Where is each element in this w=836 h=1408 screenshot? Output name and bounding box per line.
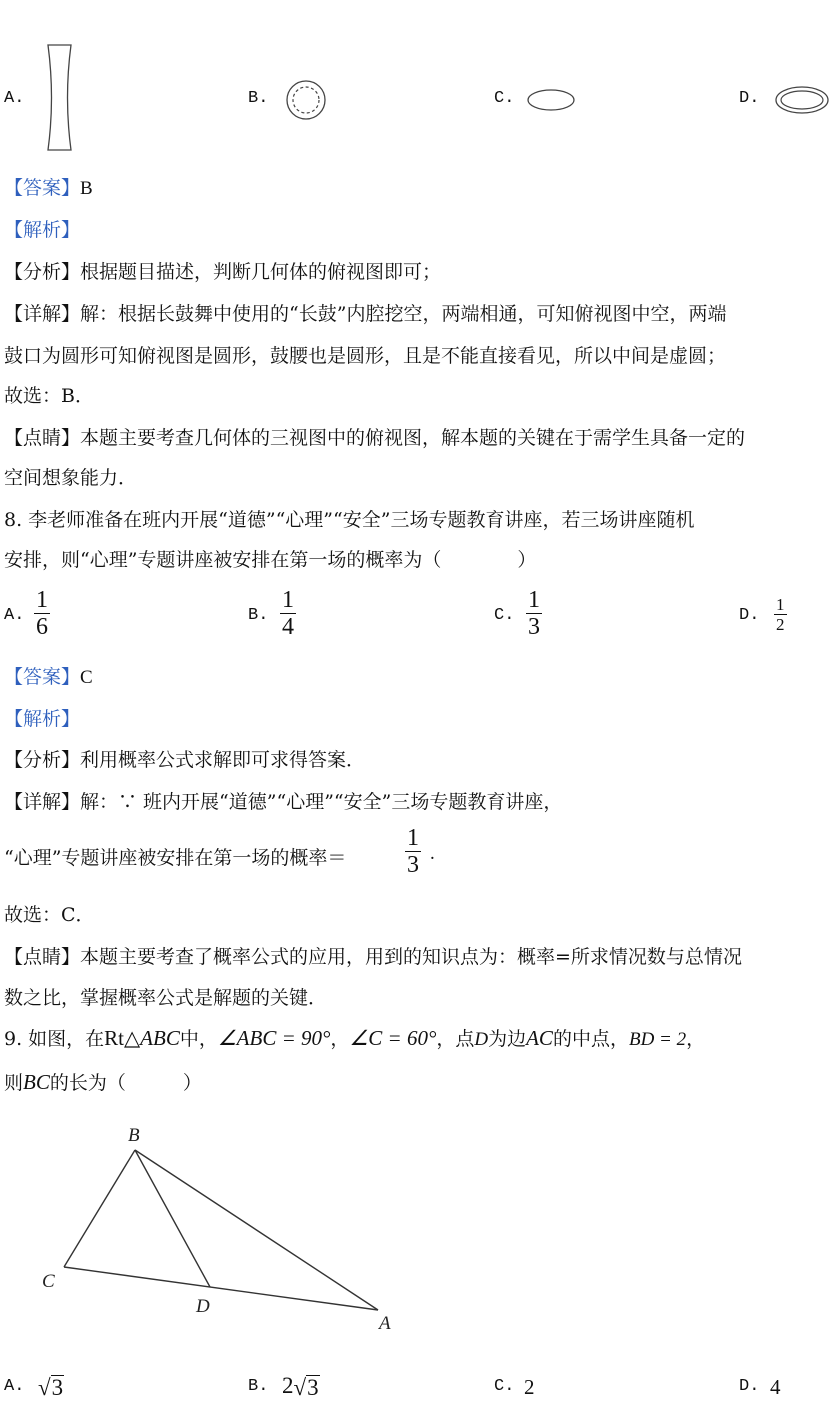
q9-d: D — [474, 1029, 489, 1050]
q8-dianjing-line2: 数之比，掌握概率公式是解题的关键． — [4, 987, 328, 1009]
label-d: D — [196, 1296, 210, 1317]
q8-answer-line — [4, 662, 93, 689]
q8-dianjing-tag: 【点睛】 — [4, 946, 81, 968]
q9-option-c-label: C. — [494, 1377, 515, 1396]
hourglass-drum-icon — [44, 42, 76, 154]
q9-angle-abc: ∠ABC = 90° — [217, 1026, 331, 1050]
q9-option-d-label: D. — [739, 1377, 760, 1396]
q8-option-b-den: 4 — [282, 614, 294, 641]
q8-option-c-label: C. — [494, 606, 515, 625]
q7-answer-tag: 【答案】 — [4, 177, 81, 199]
ellipse-icon — [526, 88, 576, 112]
side-bc — [64, 1150, 135, 1267]
q8-guxuan: 故选：C． — [4, 904, 95, 926]
q8-dianjing-line1 — [4, 942, 742, 969]
q8-stem-line1: 8. 李老师准备在班内开展“道德”“心理”“安全”三场专题教育讲座，若三场讲座随机 — [4, 509, 695, 531]
q7-guxuan: 故选：B． — [4, 385, 94, 407]
q8-option-b-label: B. — [248, 606, 269, 625]
q9-option-b-value — [282, 1372, 320, 1399]
q8-option-d-num: 1 — [776, 595, 785, 614]
q7-answer: B — [80, 178, 93, 199]
q9-rt: Rt△ — [104, 1026, 141, 1050]
q8-result-num: 1 — [407, 825, 419, 851]
q7-fenxi-tag: 【分析】 — [4, 261, 81, 283]
q8-xiangjie-text1: 解：∵ 班内开展“道德”“心理”“安全”三场专题教育讲座， — [80, 791, 563, 813]
sqrt-icon: √ — [38, 1375, 51, 1400]
q8-answer: C — [80, 667, 93, 688]
q8-option-a-den: 6 — [36, 614, 48, 641]
q9-zhong: 中， — [179, 1028, 218, 1050]
side-ca — [64, 1267, 378, 1310]
q7-answer-line — [4, 173, 93, 200]
q9-option-d-value: 4 — [770, 1375, 781, 1399]
q9-option-c-value: 2 — [524, 1375, 535, 1399]
q8-stem-line2: 安排，则“心理”专题讲座被安排在第一场的概率为（ ） — [4, 549, 537, 571]
q8-fenxi-text: 利用概率公式求解即可求得答案． — [80, 749, 366, 771]
side-ba — [135, 1150, 378, 1310]
q7-xiangjie-tag: 【详解】 — [4, 303, 81, 325]
q9-line2-suffix: 的长为（ ） — [49, 1072, 202, 1094]
q9-option-b-coef: 2 — [282, 1373, 294, 1398]
q8-option-c-fraction — [526, 588, 542, 642]
q7-dianjing-line1 — [4, 423, 745, 450]
q7-fenxi-text: 根据题目描述，判断几何体的俯视图即可； — [80, 261, 442, 283]
double-ellipse-icon — [774, 84, 830, 116]
q9-point-prefix: ，点 — [436, 1028, 475, 1050]
q9-option-a-radicand: 3 — [51, 1375, 64, 1400]
q9-option-b-radicand: 3 — [307, 1375, 319, 1400]
q7-option-b-label: B. — [248, 89, 269, 108]
q8-option-b-num: 1 — [282, 587, 294, 613]
q8-option-b-fraction — [280, 588, 296, 642]
q7-dianjing-line2: 空间想象能力． — [4, 467, 138, 489]
q8-option-c-num: 1 — [528, 587, 540, 613]
q8-option-a-num: 1 — [36, 587, 48, 613]
sqrt-icon: √ — [293, 1375, 307, 1400]
q8-option-d-label: D. — [739, 606, 760, 625]
q8-result-period: . — [430, 843, 435, 864]
segment-bd — [135, 1150, 210, 1287]
q9-wei-bian: 为边 — [488, 1028, 527, 1050]
q7-dianjing-text1: 本题主要考查几何体的三视图中的俯视图，解本题的关键在于需学生具备一定的 — [80, 427, 746, 449]
q8-option-a-fraction — [34, 588, 50, 642]
q9-option-a-label: A. — [4, 1377, 25, 1396]
q8-result-fraction — [405, 826, 421, 880]
q7-xiangjie-line1 — [4, 299, 726, 326]
q7-analysis-tag: 【解析】 — [4, 219, 81, 241]
q9-stem-prefix: 9. 如图，在 — [4, 1028, 105, 1050]
q8-fenxi-line — [4, 745, 365, 772]
q8-option-c-den: 3 — [528, 614, 540, 641]
q8-xiangjie-line2: “心理”专题讲座被安排在第一场的概率＝ — [4, 847, 347, 869]
q7-xiangjie-line2: 鼓口为圆形可知俯视图是圆形，鼓腰也是圆形，且是不能直接看见，所以中间是虚圆； — [4, 345, 727, 367]
q8-option-a-label: A. — [4, 606, 25, 625]
q8-xiangjie-tag: 【详解】 — [4, 791, 81, 813]
q7-option-a-label: A. — [4, 89, 25, 108]
q8-option-d-den: 2 — [776, 614, 785, 634]
q8-result-den: 3 — [407, 852, 419, 879]
q9-comma1: ， — [330, 1028, 350, 1050]
label-a: A — [379, 1313, 391, 1334]
q8-answer-tag: 【答案】 — [4, 666, 81, 688]
q7-fenxi-line — [4, 257, 441, 284]
double-circle-dashed-icon — [284, 78, 328, 122]
q9-midpoint: 的中点， — [552, 1028, 629, 1050]
q9-option-b-label: B. — [248, 1377, 269, 1396]
q9-ac: AC — [526, 1026, 553, 1050]
q9-stem-line1 — [4, 1024, 705, 1051]
q8-xiangjie-line1 — [4, 787, 562, 814]
q9-bc: BC — [23, 1070, 50, 1094]
q8-dianjing-text1: 本题主要考查了概率公式的应用，用到的知识点为：概率=所求情况数与总情况 — [80, 946, 742, 968]
q9-bd-eq: BD = 2 — [628, 1029, 687, 1050]
q8-option-d-fraction — [774, 596, 787, 634]
q7-dianjing-tag: 【点睛】 — [4, 427, 81, 449]
q8-fenxi-tag: 【分析】 — [4, 749, 81, 771]
q9-option-a-value — [38, 1372, 64, 1399]
q9-comma2: ， — [686, 1028, 706, 1050]
q7-xiangjie-text1: 解：根据长鼓舞中使用的“长鼓”内腔挖空，两端相通，可知俯视图中空，两端 — [80, 303, 727, 325]
q9-abc: ABC — [140, 1026, 180, 1050]
label-c: C — [42, 1271, 55, 1292]
q7-option-c-label: C. — [494, 89, 515, 108]
q9-angle-c: ∠C = 60° — [349, 1026, 437, 1050]
q8-analysis-tag: 【解析】 — [4, 708, 81, 730]
q7-option-d-label: D. — [739, 89, 760, 108]
q9-stem-line2 — [4, 1068, 202, 1095]
q9-line2-prefix: 则 — [4, 1072, 24, 1094]
triangle-figure — [30, 1115, 410, 1340]
label-b: B — [128, 1125, 140, 1146]
